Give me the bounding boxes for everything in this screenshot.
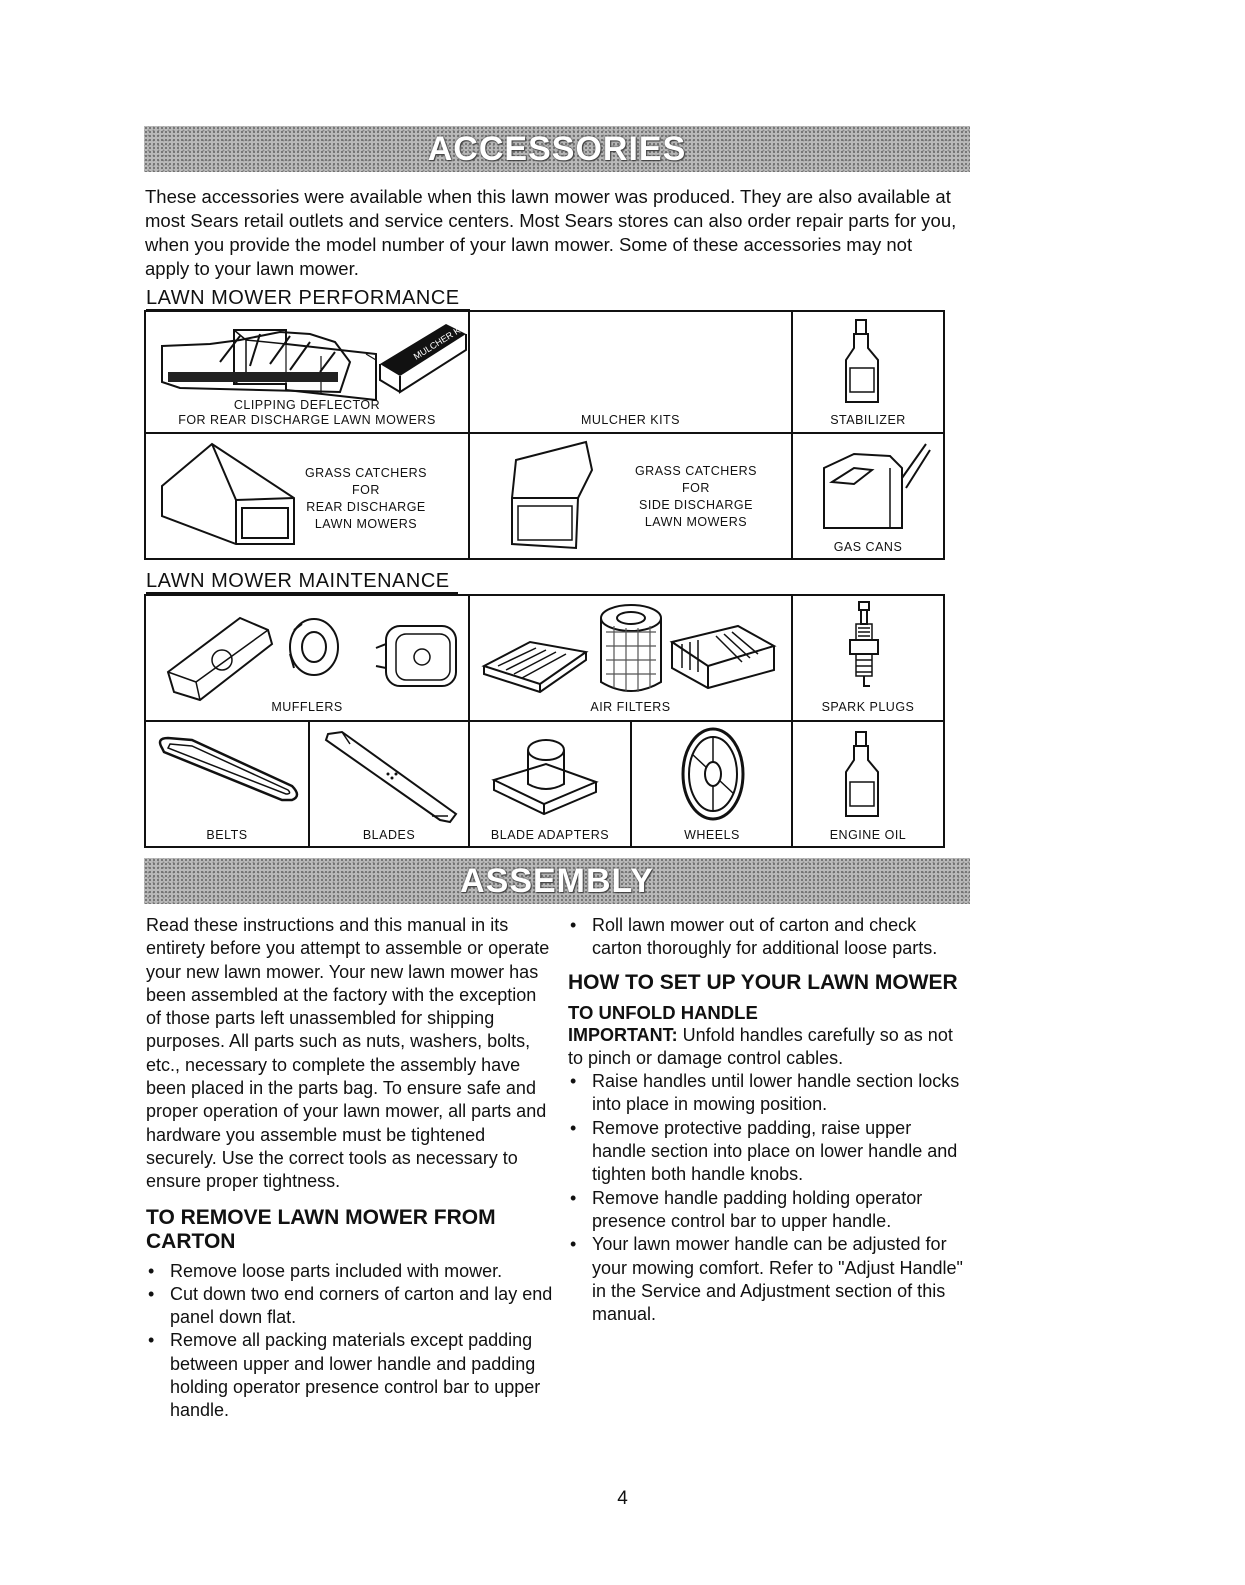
remove-step: • Remove loose parts included with mower. (146, 1260, 556, 1283)
blade-adapter-icon (486, 732, 606, 822)
grass-rear-label-1: GRASS CATCHERS (304, 466, 428, 480)
stabilizer-bottle-icon (842, 318, 882, 404)
performance-heading: LAWN MOWER PERFORMANCE (146, 287, 470, 311)
assembly-title: ASSEMBLY (460, 861, 654, 900)
belt-icon (152, 730, 306, 806)
page-number: 4 (617, 1488, 628, 1509)
accessories-intro: These accessories were available when this lawn mower was produced. They are also available at most Sears retail outlets and service centers. Most Sears stores can also order repair parts for you, when you provide the model number of your lawn mower. Some of these accessories may not apply to your lawn mower. (145, 186, 957, 279)
grass-side-label-4: LAWN MOWERS (644, 515, 748, 529)
grass-catcher-side-icon (506, 440, 606, 552)
wheel-icon (676, 724, 750, 824)
grass-side-label-1: GRASS CATCHERS (634, 464, 758, 478)
mulcher-kits-label: MULCHER KITS (580, 413, 681, 427)
gas-cans-label: GAS CANS (833, 540, 903, 554)
assembly-right-column (568, 914, 970, 1326)
performance-grid (144, 310, 945, 560)
remove-step: • Roll lawn mower out of carton and check carton thoroughly for additional loose parts. (568, 914, 970, 961)
assembly-intro: Read these instructions and this manual in its entirety before you attempt to assemble or operate your new lawn mower. Your new lawn mower has been assembled at the factory with the exception of those parts left unassembled for shipping purposes. All parts such as nuts, washers, bolts, etc., necessary to complete the assembly have been placed in the parts bag. To ensure safe and proper operation of your lawn mower, all parts and hardware you assemble must be tightened securely. Use the correct tools as necessary to ensure proper tightness. (146, 915, 550, 1192)
engine-oil-bottle-icon (842, 730, 882, 820)
grass-rear-label-2: FOR (352, 483, 380, 497)
unfold-step: • Raise handles until lower handle section locks into place in mowing position. (568, 1070, 970, 1117)
air-filters-label: AIR FILTERS (590, 700, 671, 714)
assembly-banner (144, 858, 970, 904)
mulcher-blade-icon (160, 322, 360, 402)
mulcher-kit-box-icon (376, 320, 476, 398)
maintenance-heading: LAWN MOWER MAINTENANCE (146, 570, 458, 594)
accessories-banner (144, 126, 970, 172)
muffler-box-icon (374, 618, 466, 692)
clipping-deflector-label-1: CLIPPING DEFLECTOR (233, 398, 381, 412)
clipping-deflector-label-2: FOR REAR DISCHARGE LAWN MOWERS (178, 413, 436, 427)
accessories-title: ACCESSORIES (427, 129, 687, 168)
grass-side-label-2: FOR (682, 481, 710, 495)
engine-oil-label: ENGINE OIL (829, 828, 907, 842)
mulcher-box-label: MULCHER KIT (411, 320, 469, 362)
unfold-step: • Remove handle padding holding operator presence control bar to upper handle. (568, 1187, 970, 1234)
important-label: IMPORTANT: (568, 1024, 678, 1045)
blade-icon (322, 730, 462, 826)
grass-rear-label-3: REAR DISCHARGE (306, 500, 426, 514)
remove-step: • Cut down two end corners of carton and lay end panel down flat. (146, 1283, 556, 1330)
blades-label: BLADES (362, 828, 416, 842)
maintenance-grid (144, 594, 945, 848)
spark-plugs-label: SPARK PLUGS (821, 700, 915, 714)
grass-side-label-3: SIDE DISCHARGE (639, 498, 753, 512)
belts-label: BELTS (206, 828, 248, 842)
grass-catcher-rear-icon (154, 440, 304, 550)
air-filter-flat-icon (480, 636, 590, 696)
assembly-left-column (146, 914, 556, 1423)
remove-heading: TO REMOVE LAWN MOWER FROM CARTON (146, 1205, 496, 1253)
muffler-round-icon (284, 614, 344, 680)
spark-plug-icon (846, 600, 882, 696)
blade-adapters-label: BLADE ADAPTERS (490, 828, 610, 842)
remove-step: • Remove all packing materials except padding between upper and lower handle and padding holding operator presence control bar to upper handle. (146, 1329, 556, 1422)
important-text: Unfold handles carefully so as not to pinch or damage control cables. (568, 1024, 953, 1068)
important-note (568, 1024, 970, 1071)
wheels-label: WHEELS (684, 828, 740, 842)
setup-heading: HOW TO SET UP YOUR LAWN MOWER (568, 970, 958, 994)
unfold-step: • Your lawn mower handle can be adjusted for your mowing comfort. Refer to "Adjust Handle" in the Service and Adjustment section of this manual. (568, 1233, 970, 1326)
grass-rear-label-4: LAWN MOWERS (314, 517, 418, 531)
unfold-heading: TO UNFOLD HANDLE (568, 1001, 758, 1023)
mufflers-label: MUFFLERS (271, 700, 343, 714)
unfold-step: • Remove protective padding, raise upper handle section into place on lower handle and tighten both handle knobs. (568, 1117, 970, 1187)
gas-can-icon (814, 438, 934, 534)
muffler-large-icon (160, 608, 280, 708)
stabilizer-label: STABILIZER (830, 413, 906, 427)
air-filter-round-icon (596, 602, 666, 702)
air-filter-pleated-icon (668, 622, 778, 690)
